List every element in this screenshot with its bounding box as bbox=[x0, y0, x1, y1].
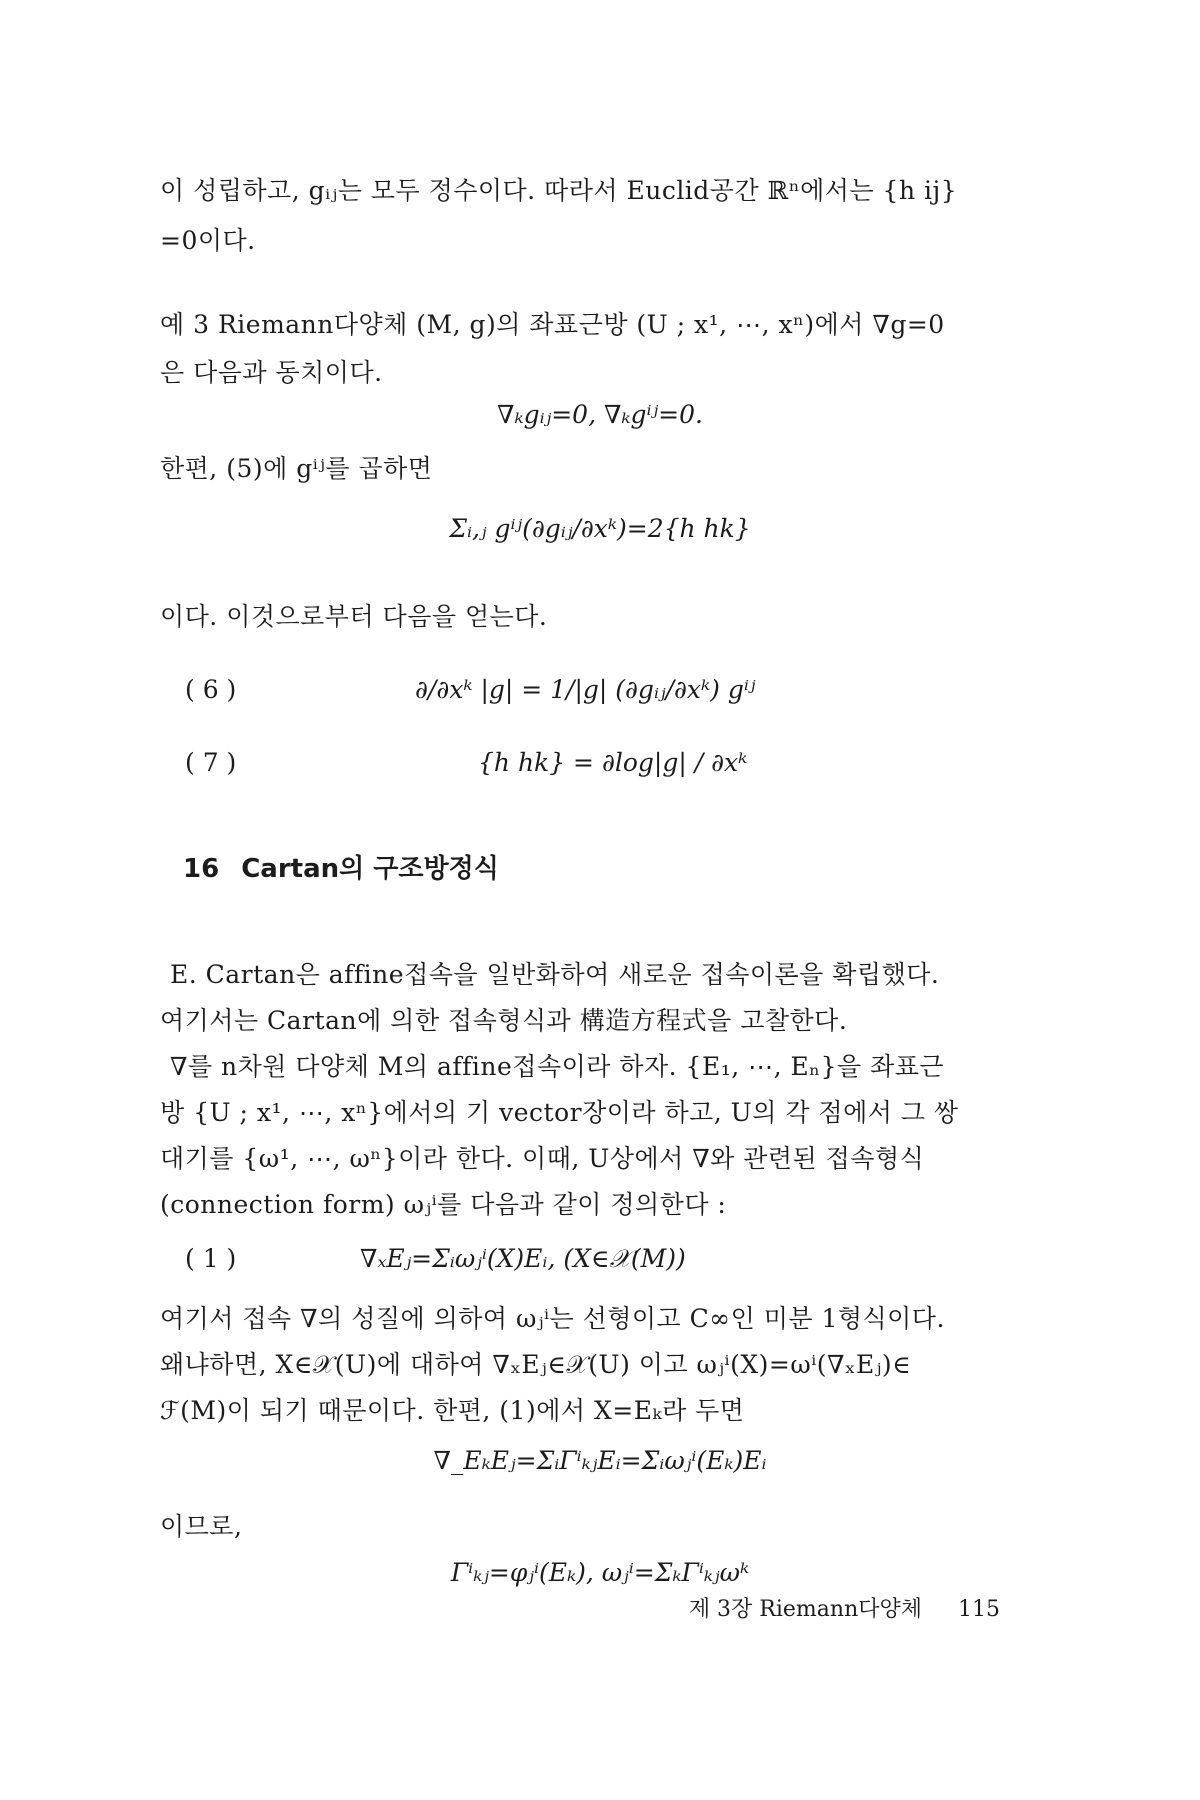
example-3-line: 예 3 Riemann다양체 (M, g)의 좌표근방 (U ; x¹, ⋯, xⁿ)에서 ∇g=0 bbox=[160, 310, 945, 339]
equation-sum-metric: Σᵢ,ⱼ gⁱʲ(∂gᵢⱼ/∂xᵏ)=2{h hk} bbox=[449, 514, 751, 543]
text-line-1: 이 성립하고, gᵢⱼ는 모두 정수이다. 따라서 Euclid공간 ℝⁿ에서는 {h ij} bbox=[160, 176, 958, 205]
para-line-3: ∇를 n차원 다양체 M의 affine접속이라 하자. {E₁, ⋯, Eₙ}을 좌표근 bbox=[170, 1052, 945, 1081]
text-line-4: 은 다음과 동치이다. bbox=[160, 358, 383, 387]
para-line-1: E. Cartan은 affine접속을 일반화하여 새로운 접속이론을 확립했다. bbox=[170, 960, 940, 989]
text-line-8: 이다. 이것으로부터 다음을 얻는다. bbox=[160, 602, 548, 631]
page-number: 115 bbox=[958, 1597, 1000, 1622]
equation-1: ∇ₓEⱼ=Σᵢωⱼⁱ(X)Eᵢ, (X∈𝒳(M)) bbox=[360, 1244, 686, 1273]
para2-line-2: 왜냐하면, X∈𝒳(U)에 대하여 ∇ₓEⱼ∈𝒳(U) 이고 ωⱼⁱ(X)=ωⁱ(∇ₓEⱼ)∈ bbox=[160, 1350, 912, 1379]
text-line-therefore: 이므로, bbox=[160, 1512, 243, 1541]
para2-line-3: ℱ(M)이 되기 때문이다. 한편, (1)에서 X=Eₖ라 두면 bbox=[160, 1396, 745, 1425]
equation-7-label: ( 7 ) bbox=[185, 748, 237, 777]
equation-6: ∂/∂xᵏ |g| = 1/|g| (∂gᵢⱼ/∂xᵏ) gⁱʲ bbox=[415, 675, 756, 704]
text-line-2: =0이다. bbox=[160, 226, 256, 255]
equation-6-label: ( 6 ) bbox=[185, 675, 237, 704]
section-heading bbox=[183, 848, 499, 885]
equation-covariant-metric: ∇ₖgᵢⱼ=0, ∇ₖgⁱʲ=0. bbox=[497, 400, 703, 429]
text-line-6: 한편, (5)에 gⁱʲ를 곱하면 bbox=[160, 454, 433, 483]
equation-christoffel-expansion: ∇_EₖEⱼ=ΣᵢΓⁱₖⱼEᵢ=Σᵢωⱼⁱ(Eₖ)Eᵢ bbox=[433, 1446, 767, 1475]
para-line-6: (connection form) ωⱼⁱ를 다음과 같이 정의한다 : bbox=[160, 1190, 727, 1219]
equation-connection-form: Γⁱₖⱼ=φⱼⁱ(Eₖ), ωⱼⁱ=ΣₖΓⁱₖⱼωᵏ bbox=[450, 1558, 750, 1587]
para2-line-1: 여기서 접속 ∇의 성질에 의하여 ωⱼⁱ는 선형이고 C∞인 미분 1형식이다. bbox=[160, 1304, 945, 1333]
equation-1-label: ( 1 ) bbox=[185, 1244, 237, 1273]
para-line-4: 방 {U ; x¹, ⋯, xⁿ}에서의 기 vector장이라 하고, U의 각 점에서 그 쌍 bbox=[160, 1098, 959, 1127]
chapter-title: 제 3장 Riemann다양체 bbox=[688, 1597, 922, 1622]
section-number: 16 bbox=[183, 854, 220, 884]
equation-7: {h hk} = ∂log|g| / ∂xᵏ bbox=[478, 748, 748, 777]
para-line-2: 여기서는 Cartan에 의한 접속형식과 構造方程式을 고찰한다. bbox=[160, 1006, 848, 1035]
page-footer bbox=[689, 1592, 1000, 1623]
para-line-5: 대기를 {ω¹, ⋯, ωⁿ}이라 한다. 이때, U상에서 ∇와 관련된 접속형식 bbox=[160, 1144, 925, 1173]
section-title: Cartan의 구조방정식 bbox=[241, 854, 499, 884]
